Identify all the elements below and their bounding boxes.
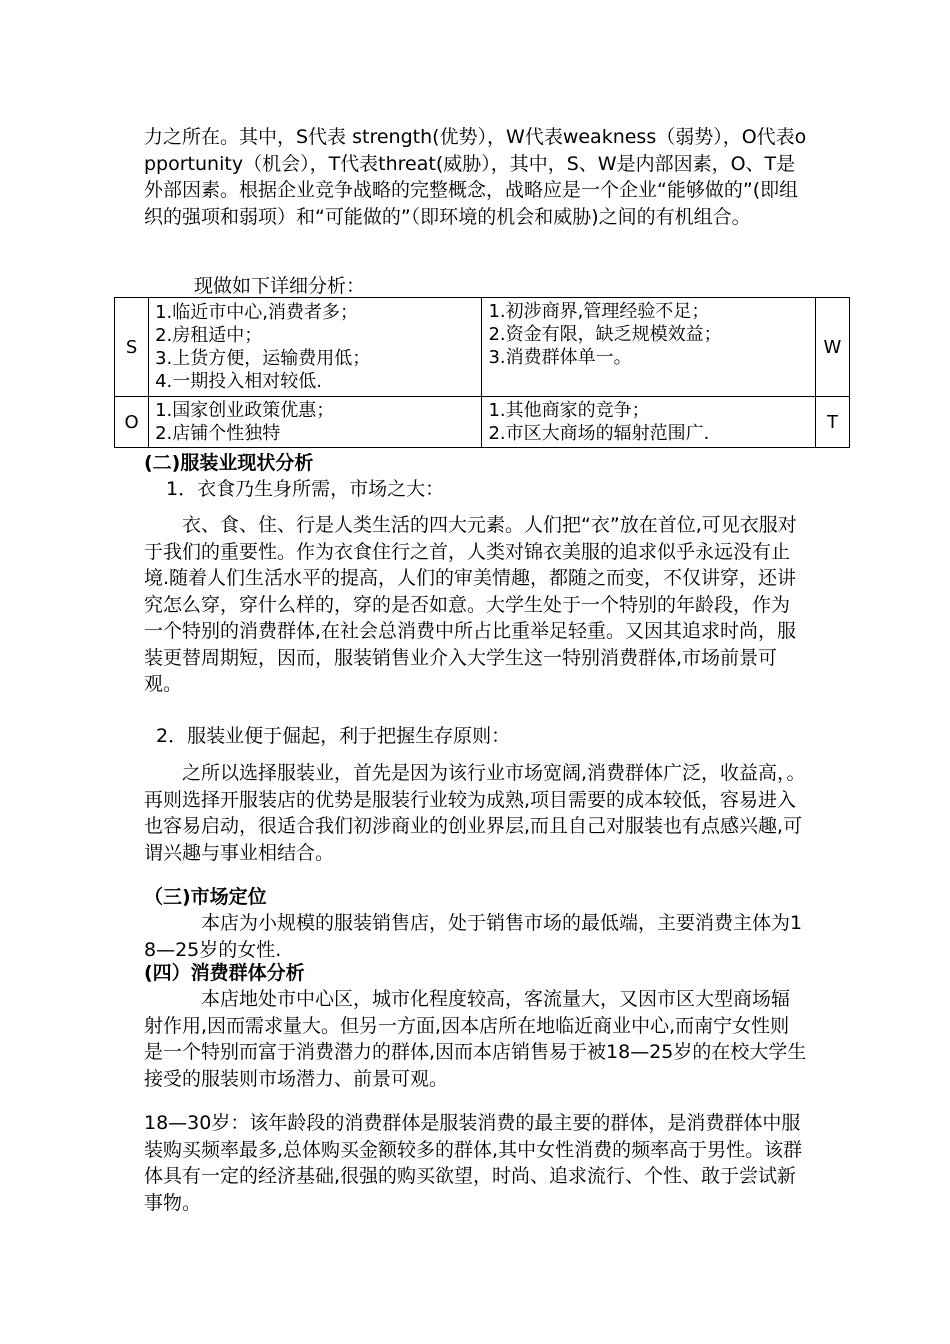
strength-item: 1.临近市中心,消费者多； [155, 302, 358, 323]
strength-item: 4.一期投入相对较低. [155, 371, 322, 392]
weakness-item: 3.消费群体单一。 [488, 347, 632, 368]
strength-item: 3.上货方便，运输费用低； [155, 348, 371, 369]
weakness-item: 1.初涉商界,管理经验不足； [488, 301, 710, 322]
section-heading-industry-status: (二)服装业现状分析 [144, 452, 314, 474]
strength-item: 2.房租适中； [155, 325, 263, 346]
threats-cell [482, 397, 815, 448]
swot-row-strengths-weaknesses [115, 298, 850, 397]
swot-row-opportunities-threats [115, 397, 850, 448]
strengths-cell [149, 298, 482, 397]
swot-table [114, 297, 850, 448]
threat-item: 1.其他商家的竞争； [488, 400, 650, 421]
paragraph-why-clothing: 之所以选择服装业，首先是因为该行业市场宽阔,消费群体广泛，收益高，。再则选择开服装店的优势是服装行业较为成熟,项目需要的成本较低，容易进入也容易启动，很适合我们初涉商业的创业界层,而且自己对服装也有点感兴趣,可谓兴趣与事业相结合。 [144, 762, 806, 864]
opportunity-item: 1.国家创业政策优惠； [155, 400, 335, 421]
opportunity-item: 2.店铺个性独特 [155, 423, 281, 444]
analysis-lead-text: 现做如下详细分析： [194, 275, 366, 297]
section-heading-market-positioning: （三)市场定位 [144, 886, 267, 908]
threat-item: 2.市区大商场的辐射范围广. [488, 423, 710, 444]
subheading-easy-rise: 2．服装业便于倔起，利于把握生存原则： [156, 725, 511, 747]
swot-letter-w: W [815, 298, 849, 397]
weaknesses-cell [482, 298, 815, 397]
swot-letter-t: T [815, 397, 849, 448]
paragraph-store-location: 本店地处市中心区，城市化程度较高，客流量大，又因市区大型商场辐射作用,因而需求量大。但另一方面,因本店所在地临近商业中心,而南宁女性则是一个特别而富于消费潜力的群体,因而本店销售易于被18—25岁的在校大学生接受的服装则市场潜力、前景可观。 [144, 988, 807, 1090]
swot-letter-o: O [115, 397, 149, 448]
paragraph-market-positioning: 本店为小规模的服装销售店，处于销售市场的最低端，主要消费主体为18—25岁的女性. [144, 912, 803, 961]
paragraph-clothing-importance: 衣、食、住、行是人类生活的四大元素。人们把“衣”放在首位,可见衣服对于我们的重要性。作为衣食住行之首，人类对锦衣美服的追求似乎永远没有止境.随着人们生活水平的提高，人们的审美情趣，都随之而变，不仅讲穿，还讲究怎么穿，穿什么样的，穿的是否如意。大学生处于一个特别的年龄段，作为一个特别的消费群体,在社会总消费中所占比重举足轻重。又因其追求时尚，服装更替周期短，因而，服装销售业介入大学生这一特别消费群体,市场前景可观。 [144, 514, 797, 695]
subheading-market-size: 1．衣食乃生身所需，市场之大： [166, 478, 445, 500]
section-heading-consumer-analysis: (四）消费群体分析 [144, 962, 305, 984]
intro-paragraph: 力之所在。其中，S代表 strength(优势），W代表weakness（弱势），O代表opportunity（机会），T代表threat(威胁），其中，S、W是内部因素，O、T是外部因素。根据企业竞争战略的完整概念，战略应是一个企业“能够做的”(即组织的强项和弱项）和“可能做的”（即环境的机会和威胁)之间的有机组合。 [144, 126, 807, 228]
weakness-item: 2.资金有限，缺乏规模效益； [488, 324, 722, 345]
swot-letter-s: S [115, 298, 149, 397]
paragraph-age-group: 18—30岁：该年龄段的消费群体是服装消费的最主要的群体，是消费群体中服装购买频率最多,总体购买金额较多的群体,其中女性消费的频率高于男性。该群体具有一定的经济基础,很强的购买欲望，时尚、追求流行、个性、敢于尝试新事物。 [144, 1112, 803, 1214]
opportunities-cell [149, 397, 482, 448]
